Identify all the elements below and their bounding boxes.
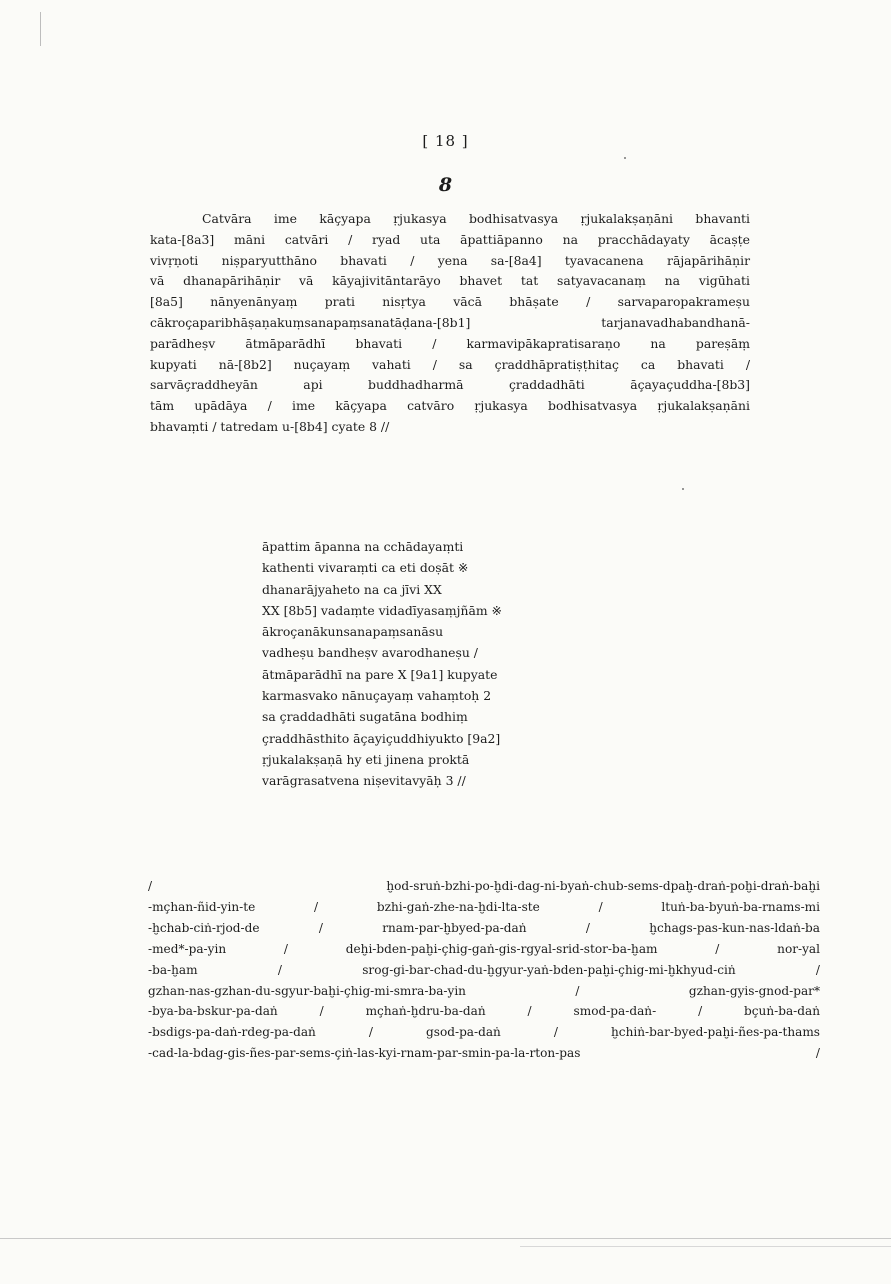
tibetan-line: -mçhan-ñid-yin-te / bzhi-gaṅ-zhe-na-ḫdi-lta-ste / ltuṅ-ba-byuṅ-ba-rnams-mi bbox=[148, 899, 820, 914]
prose-line: [8a5] nānyenānyaṃ prati nisṛtya vācā bhāṣate / sarvaparopakrameṣu bbox=[150, 294, 750, 310]
tibetan-line: -bsdigs-pa-daṅ-rdeg-pa-daṅ / gsod-pa-daṅ / ḫchiṅ-bar-byed-paḫi-ñes-pa-thams bbox=[148, 1025, 820, 1040]
tibetan-line: -med*-pa-yin / deḫi-bden-paḫi-çhig-gaṅ-gis-rgyal-srid-stor-ba-ḫam / nor-yal bbox=[148, 941, 820, 956]
prose-line: Catvāra ime kāçyapa ṛjukasya bodhisatvasya ṛjukalakṣaṇāni bhavanti bbox=[202, 211, 750, 226]
tibetan-line: -cad-la-bdag-gis-ñes-par-sems-çiṅ-las-kyi-rnam-par-smin-pa-la-rton-pas / bbox=[148, 1046, 820, 1061]
tibetan-line: gzhan-nas-gzhan-du-sgyur-baḫi-çhig-mi-smra-ba-yin / gzhan-gyis-gnod-par* bbox=[148, 983, 820, 998]
prose-line: cākroçaparibhāṣaṇakuṃsanapaṃsanatāḍana-[8b1] tarjanavadhabandhanā- bbox=[150, 314, 750, 330]
tibetan-line: -ḫchab-ciṅ-rjod-de / rnam-par-ḫbyed-pa-daṅ / ḫchags-pas-kun-nas-ldaṅ-ba bbox=[148, 920, 820, 935]
verse-line: XX [8b5] vadaṃte vidadīyasaṃjñām ※ bbox=[262, 602, 502, 618]
verse-line: dhanarājyaheto na ca jīvi XX bbox=[262, 581, 442, 597]
paper-speck bbox=[682, 488, 684, 490]
tibetan-transliteration-paragraph bbox=[148, 876, 820, 1064]
verse-line: çraddhāsthito āçayiçuddhiyukto [9a2] bbox=[262, 730, 501, 746]
verse-line: vadheṣu bandheṣv avarodhaneṣu / bbox=[262, 645, 478, 661]
verse-line: kathenti vivaraṃti ca eti doṣāt ※ bbox=[262, 560, 469, 576]
page-number: [ 18 ] bbox=[422, 132, 469, 150]
scan-edge-line bbox=[0, 1238, 891, 1239]
tibetan-line: -ba-ḫam / srog-gi-bar-chad-du-ḫgyur-yaṅ-bden-paḫi-çhig-mi-ḫkhyud-ciṅ / bbox=[148, 962, 820, 977]
prose-line: vivṛṇoti niṣparyutthāno bhavati / yena sa-[8a4] tyavacanena rājapārihāṇir bbox=[150, 252, 750, 268]
paper-speck bbox=[624, 157, 626, 159]
verse-line: varāgrasatvena niṣevitavyāḥ 3 // bbox=[262, 773, 466, 789]
verse-line: ākroçanākunsanapaṃsanāsu bbox=[262, 624, 444, 640]
prose-line: kupyati nā-[8b2] nuçayaṃ vahati / sa çraddhāpratiṣṭhitaç ca bhavati / bbox=[150, 356, 750, 372]
prose-line: parādheṣv ātmāparādhī bhavati / karmavipākapratisaraṇo na pareṣāṃ bbox=[150, 335, 750, 351]
sanskrit-prose-paragraph bbox=[150, 209, 750, 438]
prose-line: bhavaṃti / tatredam u-[8b4] cyate 8 // bbox=[150, 418, 390, 434]
prose-line: sarvāçraddheyān api buddhadharmā çraddadhāti āçayaçuddha-[8b3] bbox=[150, 377, 750, 393]
sanskrit-verse bbox=[262, 536, 622, 792]
tibetan-line: -bya-ba-bskur-pa-daṅ / mçhaṅ-ḫdru-ba-daṅ / smod-pa-daṅ- / bçuṅ-ba-daṅ bbox=[148, 1004, 820, 1019]
section-number: 8 bbox=[438, 174, 453, 196]
tibetan-line: / ḫod-sruṅ-bzhi-po-ḫdi-dag-ni-byaṅ-chub-sems-dpaḫ-draṅ-poḫi-draṅ-baḫi bbox=[148, 879, 820, 893]
scan-edge-line bbox=[520, 1246, 891, 1247]
verse-line: ātmāparādhī na pare X [9a1] kupyate bbox=[262, 666, 498, 682]
verse-line: karmasvako nānuçayaṃ vahaṃtoḥ 2 bbox=[262, 688, 492, 704]
verse-line: sa çraddadhāti sugatāna bodhiṃ bbox=[262, 709, 468, 725]
verse-line: āpattim āpanna na cchādayaṃti bbox=[262, 539, 464, 554]
prose-line: vā dhanapārihāṇir vā kāyajivitāntarāyo bhavet tat satyavacanaṃ na vigūhati bbox=[150, 273, 750, 289]
prose-line: tām upādāya / ime kāçyapa catvāro ṛjukasya bodhisatvasya ṛjukalakṣaṇāni bbox=[150, 398, 750, 414]
verse-line: ṛjukalakṣaṇā hy eti jinena proktā bbox=[262, 751, 470, 767]
prose-line: kata-[8a3] māni catvāri / ryad uta āpattiāpanno na pracchādayaty ācaṣṭe bbox=[150, 231, 750, 247]
margin-mark bbox=[40, 12, 41, 46]
